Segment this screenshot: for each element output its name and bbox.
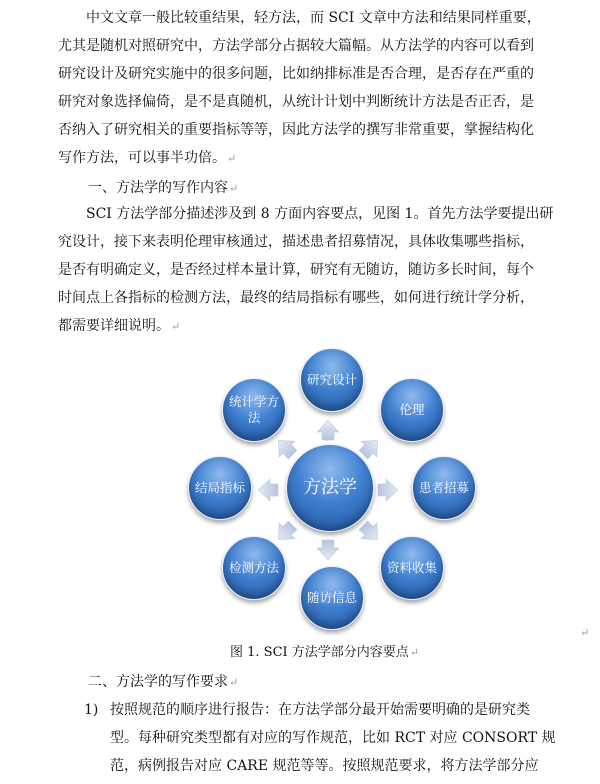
section-heading-2 [88, 672, 238, 693]
intro-line [58, 88, 556, 116]
list-item-body [110, 696, 560, 780]
node-label: 结局指标 [195, 480, 246, 495]
center-node-label: 方法学 [303, 477, 357, 498]
section1-paragraph [58, 200, 556, 341]
center-node-methods [286, 444, 374, 532]
list-line-text: 型。每种研究类型都有对应的写作规范，比如 RCT 对应 CONSORT 规 [110, 730, 556, 746]
arrow-to-left [258, 479, 278, 501]
arrow-to-bottom-left [271, 518, 301, 548]
section1-line-text: 是否有明确定义，是否经过样本量计算，研究有无随访，随访多长时间，每个 [58, 262, 534, 278]
intro-line [58, 60, 556, 88]
arrow-to-bottom-right [356, 518, 386, 548]
list-line [110, 696, 560, 724]
section1-line [58, 256, 556, 284]
intro-line-text: 研究设计及研究实施中的很多问题，比如纳排标准是否合理，是否存在严重的 [58, 66, 534, 82]
section1-line [58, 228, 556, 256]
list-line-text: 范，病例报告对应 CARE 规范等等。按照规范要求，将方法学部分应 [110, 758, 539, 774]
intro-line-text: 尤其是随机对照研究中，方法学部分占据较大篇幅。从方法学的内容可以看到 [58, 38, 534, 54]
section-heading-1 [88, 178, 238, 199]
node-study-design [300, 348, 364, 412]
intro-line-text: 研究对象选择偏倚，是不是真随机，从统计计划中判断统计方法是否正否，是 [58, 94, 534, 110]
arrow-to-top [317, 420, 339, 440]
node-label: 检测方法 [229, 560, 280, 575]
intro-line [58, 116, 556, 144]
node-label: 研究设计 [307, 372, 358, 387]
list-line [110, 724, 560, 752]
node-data-collection [380, 536, 444, 600]
figure-caption-text: 图 1. SCI 方法学部分内容要点 [230, 645, 409, 660]
paragraph-mark-icon: ↵ [409, 646, 420, 659]
list-line [110, 752, 560, 780]
intro-line-text: 否纳入了研究相关的重要指标等等，因此方法学的撰写非常重要，掌握结构化 [58, 122, 534, 138]
section1-line-text: SCI 方法学部分描述涉及到 8 方面内容要点，见图 1。首先方法学要提出研 [86, 206, 554, 222]
arrow-to-right [378, 479, 398, 501]
intro-line [58, 4, 556, 32]
paragraph-mark-icon: ↵ [229, 182, 239, 195]
section1-line-text: 都需要详细说明。 [58, 318, 170, 334]
section-heading-text: 一、方法学的写作内容 [88, 180, 228, 196]
paragraph-mark-icon: ↵ [227, 152, 237, 165]
node-label: 伦理 [399, 402, 425, 417]
section-heading-text: 二、方法学的写作要求 [88, 674, 228, 690]
node-follow-up [300, 566, 364, 630]
intro-line [58, 32, 556, 60]
node-statistical-methods [222, 378, 286, 442]
node-label: 患者招募 [419, 480, 470, 495]
methods-radial-diagram [180, 340, 470, 640]
node-testing-methods [222, 536, 286, 600]
intro-line-text: 写作方法，可以事半功倍。 [58, 150, 226, 166]
section1-line [58, 200, 556, 228]
node-label: 统计学方法 [229, 394, 280, 425]
list-line-text: 按照规范的顺序进行报告：在方法学部分最开始需要明确的是研究类 [110, 702, 530, 718]
section1-line [58, 284, 556, 312]
node-patient-recruitment [412, 456, 476, 520]
section1-line [58, 312, 556, 341]
paragraph-mark-icon: ↵ [171, 320, 181, 333]
paragraph-mark-icon: ↵ [229, 676, 239, 689]
paragraph-mark-icon: ↵ [580, 626, 590, 639]
node-label: 资料收集 [387, 560, 438, 575]
figure-caption [230, 644, 419, 662]
section1-line-text: 时间点上各指标的检测方法，最终的结局指标有哪些，如何进行统计学分析， [58, 290, 534, 306]
intro-line [58, 144, 556, 173]
list-number: 1) [84, 702, 99, 718]
section1-line-text: 究设计，接下来表明伦理审核通过，描述患者招募情况，具体收集哪些指标， [58, 234, 534, 250]
node-ethics [380, 378, 444, 442]
arrow-to-bottom [317, 540, 339, 560]
node-label: 随访信息 [307, 590, 358, 605]
intro-line-text: 中文文章一般比较重结果，轻方法，而 SCI 文章中方法和结果同样重要， [86, 10, 541, 26]
node-outcome-measures [188, 456, 252, 520]
intro-paragraph [58, 4, 556, 173]
